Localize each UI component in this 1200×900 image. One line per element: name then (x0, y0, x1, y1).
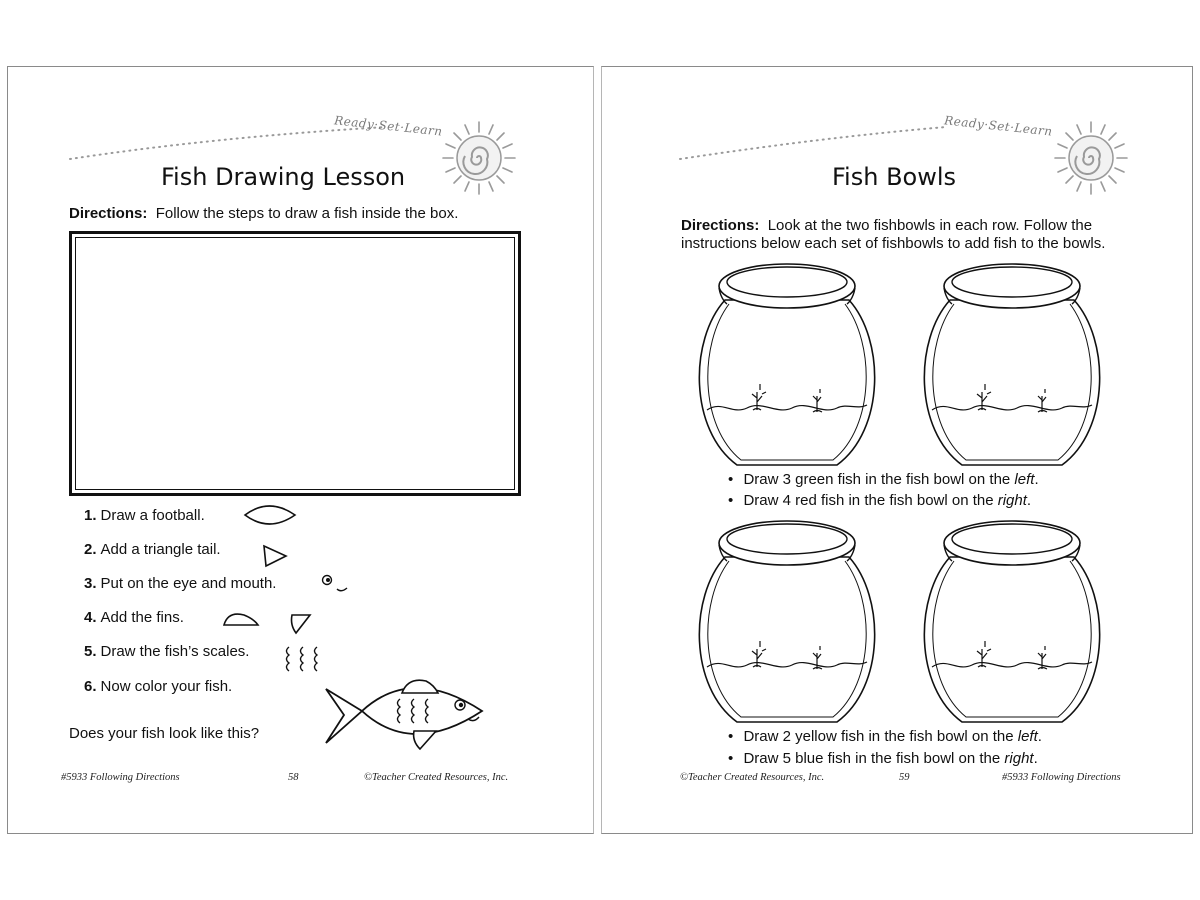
page-number: 58 (288, 772, 299, 783)
directions-line-1: Look at the two fishbowls in each row. Follow the (767, 217, 1093, 234)
step-3: 3. Put on the eye and mouth. (84, 575, 277, 592)
directions-line-2: instructions below each set of fishbowls to add fish to the bowls. (681, 235, 1106, 252)
directions (681, 217, 1105, 253)
brand-label: Ready·Set·Learn (333, 113, 444, 139)
directions (69, 205, 458, 223)
step-4: 4. Add the fins. (84, 609, 184, 626)
footer-left: #5933 Following Directions (61, 772, 180, 783)
step-6: 6. Now color your fish. (84, 678, 233, 695)
finished-fish-illustration (322, 671, 492, 757)
step-2: 2. Add a triangle tail. (84, 541, 221, 558)
sun-icon (1046, 113, 1136, 203)
directions-label: Directions: (681, 217, 760, 234)
fins-icon (220, 607, 330, 639)
step-5: 5. Draw the fish’s scales. (84, 643, 250, 660)
instruction-row2-right: • Draw 5 blue fish in the fish bowl on the right. (728, 750, 1038, 767)
fish-bowl-row2-right (922, 517, 1102, 727)
page-number: 59 (899, 772, 910, 783)
fish-bowl-row1-left (697, 260, 877, 470)
instruction-row1-right: • Draw 4 red fish in the fish bowl on the right. (728, 492, 1031, 509)
sun-icon (434, 113, 524, 203)
fish-bowl-row1-right (922, 260, 1102, 470)
triangle-tail-icon (260, 543, 292, 569)
instruction-row2-left: • Draw 2 yellow fish in the fish bowl on the left. (728, 728, 1042, 745)
instruction-row1-left: • Draw 3 green fish in the fish bowl on the left. (728, 471, 1039, 488)
brand-label: Ready·Set·Learn (943, 113, 1054, 139)
page-title: Fish Drawing Lesson (161, 163, 406, 191)
football-shape-icon (241, 501, 301, 531)
footer-right: #5933 Following Directions (1002, 772, 1121, 783)
left-page (7, 66, 594, 834)
drawing-box[interactable] (69, 231, 521, 496)
right-page (601, 66, 1193, 834)
fish-bowl-row2-left (697, 517, 877, 727)
step-1: 1. Draw a football. (84, 507, 205, 524)
eye-mouth-icon (320, 572, 352, 596)
footer-left: ©Teacher Created Resources, Inc. (680, 772, 825, 783)
question-text: Does your fish look like this? (69, 725, 260, 742)
directions-text: Follow the steps to draw a fish inside the box. (155, 205, 459, 222)
directions-label: Directions: (69, 205, 148, 222)
page-title: Fish Bowls (832, 163, 957, 191)
footer-right: ©Teacher Created Resources, Inc. (364, 772, 509, 783)
